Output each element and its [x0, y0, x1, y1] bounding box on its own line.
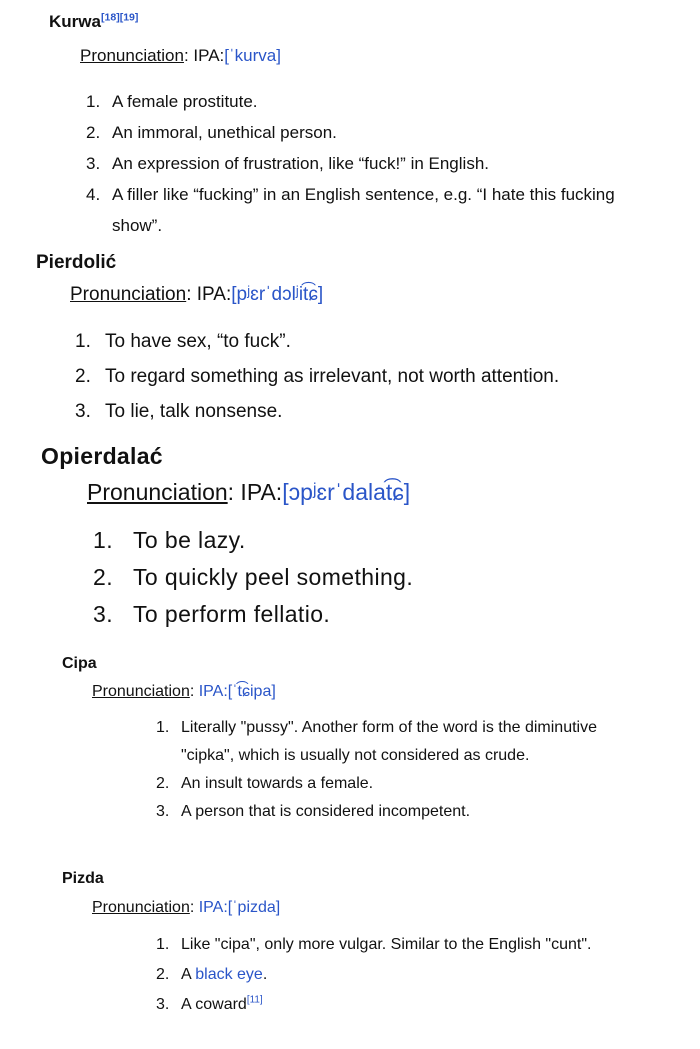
list-item	[156, 930, 686, 960]
list-number: 1.	[156, 936, 170, 953]
list-number: 3.	[156, 996, 170, 1013]
pronunciation-line	[80, 46, 281, 66]
black-eye-link[interactable]: black eye	[195, 966, 263, 983]
definition-list	[75, 324, 675, 429]
list-item	[156, 798, 636, 826]
definition-text: To perform fellatio.	[133, 601, 331, 627]
list-item	[93, 559, 683, 596]
definition-list	[93, 522, 683, 633]
definition-text: An immoral, unethical person.	[112, 123, 337, 142]
definition-text-before: A	[181, 966, 196, 983]
definition-list	[156, 930, 686, 1020]
definition-list	[156, 714, 636, 826]
definition-text: To have sex, “to fuck”.	[105, 331, 291, 352]
definition-text-main: A coward	[181, 996, 247, 1013]
list-number: 2.	[86, 123, 101, 142]
term-heading	[49, 12, 138, 32]
list-item	[156, 770, 636, 798]
pronunciation-line	[70, 284, 323, 306]
definition-text	[156, 990, 686, 1020]
pronunciation-separator: :	[189, 899, 199, 916]
pronunciation-separator: : IPA:	[186, 284, 232, 305]
list-number: 1.	[156, 719, 170, 736]
pronunciation-link[interactable]: Pronunciation	[92, 683, 190, 700]
list-number: 3.	[75, 401, 91, 422]
definition-text: Literally "pussy". Another form of the word is the diminutive "cipka", which is usually not considered as crude.	[181, 719, 597, 764]
pronunciation-link[interactable]: Pronunciation	[87, 479, 228, 505]
list-number: 3.	[93, 601, 113, 627]
definition-text	[156, 960, 686, 990]
pronunciation-separator: : IPA:	[227, 479, 283, 505]
citation-link[interactable]: [18][19]	[100, 11, 139, 24]
list-item	[86, 86, 646, 117]
definition-text: A filler like “fucking” in an English sentence, e.g. “I hate this fucking show”.	[112, 185, 615, 235]
list-number: 3.	[86, 154, 101, 173]
ipa-link[interactable]: [pʲɛrˈdɔlʲit͡ɕ]	[231, 284, 324, 305]
ipa-prefix-link[interactable]: IPA:	[198, 683, 228, 700]
pronunciation-separator: : IPA:	[183, 46, 225, 65]
definition-list	[86, 86, 646, 241]
ipa-link[interactable]: [ˈt͡ɕipa]	[227, 683, 276, 700]
term-heading: Cipa	[62, 655, 97, 672]
pronunciation-link[interactable]: Pronunciation	[70, 284, 187, 305]
pronunciation-line	[92, 683, 276, 701]
citation-link[interactable]: [11]	[246, 994, 263, 1006]
list-item	[93, 596, 683, 633]
pronunciation-link[interactable]: Pronunciation	[92, 899, 190, 916]
list-item	[75, 394, 675, 429]
ipa-link[interactable]: [ˈpizda]	[227, 899, 281, 916]
list-number: 2.	[93, 564, 113, 590]
list-number: 1.	[75, 331, 91, 352]
definition-text: An expression of frustration, like “fuck!” in English.	[112, 154, 489, 173]
list-number: 2.	[156, 966, 170, 983]
term-heading: Pizda	[62, 870, 104, 887]
definition-text-after: .	[262, 966, 268, 983]
pronunciation-link[interactable]: Pronunciation	[80, 46, 184, 65]
term-heading: Opierdalać	[41, 443, 163, 469]
list-item	[86, 117, 646, 148]
list-number: 3.	[156, 803, 170, 820]
list-item	[156, 960, 686, 990]
list-number: 4.	[86, 185, 101, 204]
definition-text: Like "cipa", only more vulgar. Similar to the English "cunt".	[181, 936, 592, 953]
list-item	[86, 179, 646, 241]
ipa-link[interactable]: [ɔpʲɛrˈdalat͡ɕ]	[282, 479, 411, 505]
list-item	[156, 714, 636, 770]
pronunciation-separator: :	[189, 683, 199, 700]
list-number: 2.	[75, 366, 91, 387]
list-item	[86, 148, 646, 179]
definition-text: An insult towards a female.	[181, 775, 374, 792]
term-heading: Pierdolić	[36, 252, 117, 273]
list-number: 1.	[93, 527, 113, 553]
list-item	[156, 990, 686, 1020]
list-item	[93, 522, 683, 559]
definition-text: A person that is considered incompetent.	[181, 803, 471, 820]
definition-text: A female prostitute.	[112, 92, 258, 111]
pronunciation-line	[92, 899, 280, 917]
definition-text: To lie, talk nonsense.	[105, 401, 283, 422]
definition-text: To be lazy.	[133, 527, 246, 553]
list-number: 1.	[86, 92, 101, 111]
list-item	[75, 324, 675, 359]
definition-text: To regard something as irrelevant, not worth attention.	[105, 366, 560, 387]
term-text: Kurwa	[49, 12, 101, 31]
ipa-link[interactable]: [ˈkurva]	[224, 46, 281, 65]
definition-text: To quickly peel something.	[133, 564, 414, 590]
pronunciation-line	[87, 479, 410, 506]
list-item	[75, 359, 675, 394]
ipa-prefix-link[interactable]: IPA:	[198, 899, 228, 916]
list-number: 2.	[156, 775, 170, 792]
